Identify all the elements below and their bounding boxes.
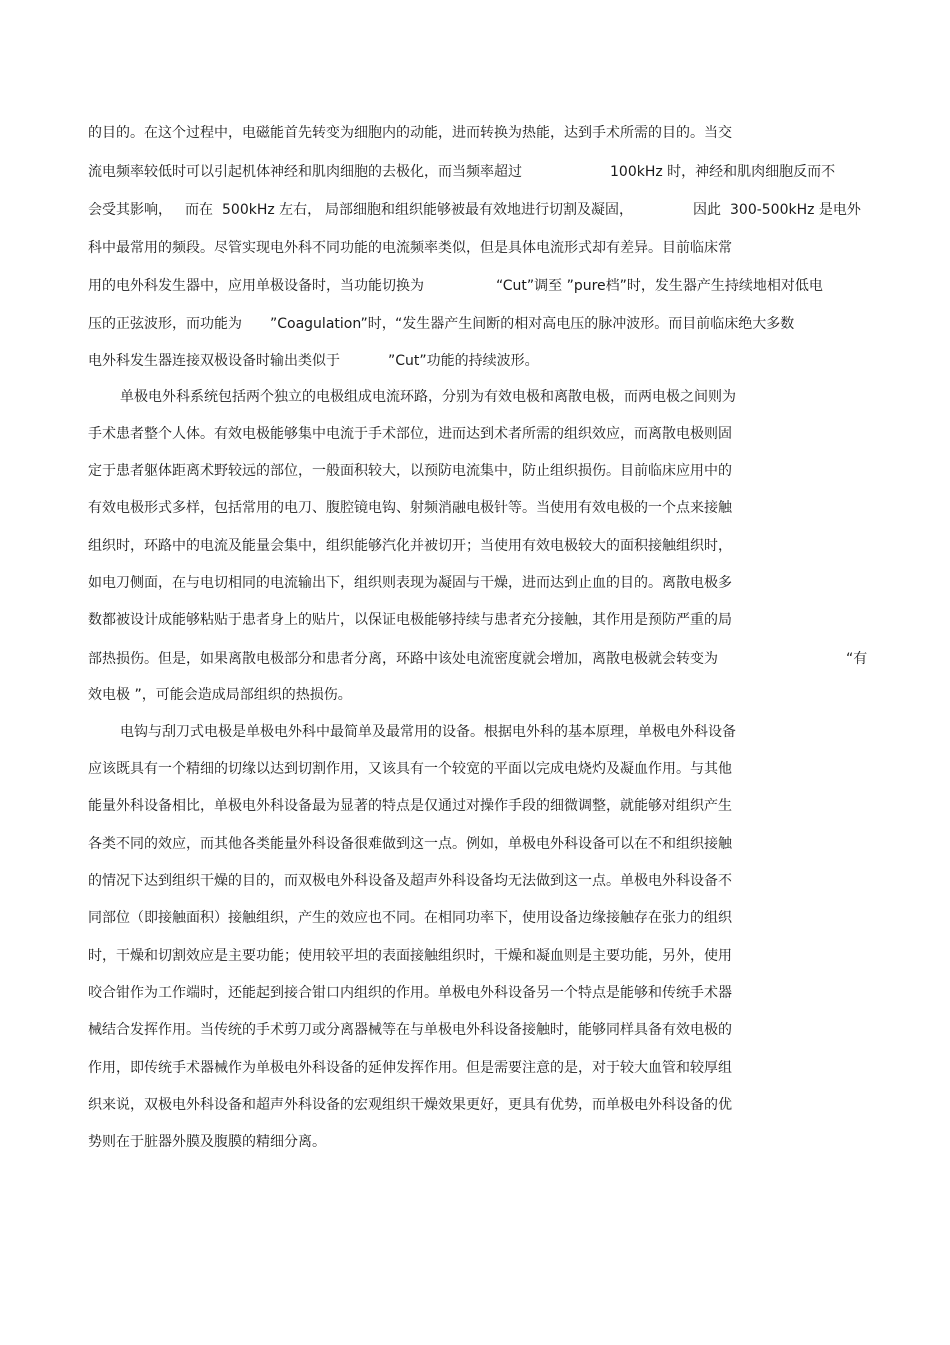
text-line bbox=[0, 534, 950, 558]
text-line bbox=[0, 757, 950, 781]
text-segment: “Cut”调至 ”pure档”时，发生器产生持续地相对低电 bbox=[496, 278, 823, 294]
text-line bbox=[0, 160, 950, 184]
text-segment: 织来说，双极电外科设备和超声外科设备的宏观组织干燥效果更好，更具有优势，而单极电外科设备的优 bbox=[88, 1097, 732, 1113]
text-line bbox=[0, 1018, 950, 1042]
text-segment: 咬合钳作为工作端时，还能起到接合钳口内组织的作用。单极电外科设备另一个特点是能够和传统手术器 bbox=[88, 985, 732, 1001]
text-line bbox=[0, 1093, 950, 1117]
text-segment: 作用，即传统手术器械作为单极电外科设备的延伸发挥作用。但是需要注意的是，对于较大血管和较厚组 bbox=[88, 1060, 732, 1076]
text-segment: 用的电外科发生器中，应用单极设备时，当功能切换为 bbox=[88, 278, 424, 294]
text-segment: 局部细胞和组织能够被最有效地进行切割及凝固， bbox=[325, 202, 633, 218]
text-segment: 会受其影响， bbox=[88, 202, 172, 218]
text-segment: 手术患者整个人体。有效电极能够集中电流于手术部位，进而达到术者所需的组织效应，而离散电极则固 bbox=[88, 426, 732, 442]
text-segment: 定于患者躯体距离术野较远的部位，一般面积较大，以预防电流集中，防止组织损伤。目前临床应用中的 bbox=[88, 463, 732, 479]
text-line bbox=[0, 794, 950, 818]
text-segment: 应该既具有一个精细的切缘以达到切割作用，又该具有一个较宽的平面以完成电烧灼及凝血作用。与其他 bbox=[88, 761, 732, 777]
text-segment: 电钩与刮刀式电极是单极电外科中最简单及最常用的设备。根据电外科的基本原理，单极电外科设备 bbox=[120, 724, 736, 740]
text-line bbox=[0, 198, 950, 222]
text-line bbox=[0, 496, 950, 520]
text-segment: 势则在于脏器外膜及腹膜的精细分离。 bbox=[88, 1134, 326, 1150]
text-segment: 的情况下达到组织干燥的目的，而双极电外科设备及超声外科设备均无法做到这一点。单极电外科设备不 bbox=[88, 873, 732, 889]
text-line bbox=[0, 832, 950, 856]
text-segment: 而在 bbox=[185, 202, 213, 218]
text-segment: 500kHz 左右， bbox=[222, 202, 322, 218]
text-segment: 科中最常用的频段。尽管实现电外科不同功能的电流频率类似，但是具体电流形式却有差异。目前临床常 bbox=[88, 240, 732, 256]
text-line bbox=[0, 1056, 950, 1080]
text-segment: 如电刀侧面，在与电切相同的电流输出下，组织则表现为凝固与干燥，进而达到止血的目的。离散电极多 bbox=[88, 575, 732, 591]
text-segment: 因此 bbox=[693, 202, 721, 218]
text-segment: 效电极 ”，可能会造成局部组织的热损伤。 bbox=[88, 687, 352, 703]
text-segment: 能量外科设备相比，单极电外科设备最为显著的特点是仅通过对操作手段的细微调整，就能够对组织产生 bbox=[88, 798, 732, 814]
text-line bbox=[0, 981, 950, 1005]
text-line bbox=[0, 121, 950, 145]
text-line bbox=[0, 906, 950, 930]
text-line bbox=[0, 422, 950, 446]
text-line bbox=[0, 459, 950, 483]
text-segment: “有 bbox=[846, 651, 868, 667]
text-line bbox=[0, 236, 950, 260]
text-segment: 部热损伤。但是，如果离散电极部分和患者分离，环路中该处电流密度就会增加，离散电极就会转变为 bbox=[88, 651, 718, 667]
text-segment: 电外科发生器连接双极设备时输出类似于 bbox=[88, 353, 340, 369]
text-line bbox=[0, 385, 950, 409]
text-line bbox=[0, 349, 950, 373]
text-segment: 单极电外科系统包括两个独立的电极组成电流环路，分别为有效电极和离散电极，而两电极之间则为 bbox=[120, 389, 736, 405]
text-segment: 各类不同的效应，而其他各类能量外科设备很难做到这一点。例如，单极电外科设备可以在不和组织接触 bbox=[88, 836, 732, 852]
text-line bbox=[0, 1130, 950, 1154]
text-segment: 同部位（即接触面积）接触组织，产生的效应也不同。在相同功率下，使用设备边缘接触存在张力的组织 bbox=[88, 910, 732, 926]
text-segment: 有效电极形式多样，包括常用的电刀、腹腔镜电钩、射频消融电极针等。当使用有效电极的一个点来接触 bbox=[88, 500, 732, 516]
text-segment: 械结合发挥作用。当传统的手术剪刀或分离器械等在与单极电外科设备接触时，能够同样具备有效电极的 bbox=[88, 1022, 732, 1038]
text-segment: 压的正弦波形，而功能为 bbox=[88, 316, 242, 332]
text-line bbox=[0, 274, 950, 298]
text-line bbox=[0, 869, 950, 893]
text-line bbox=[0, 647, 950, 671]
text-segment: 的目的。在这个过程中，电磁能首先转变为细胞内的动能，进而转换为热能，达到手术所需的目的。当交 bbox=[88, 125, 732, 141]
text-segment: 组织时，环路中的电流及能量会集中，组织能够汽化并被切开；当使用有效电极较大的面积接触组织时， bbox=[88, 538, 732, 554]
text-segment: 100kHz 时，神经和肌肉细胞反而不 bbox=[610, 164, 836, 180]
text-line bbox=[0, 312, 950, 336]
text-segment: 数都被设计成能够粘贴于患者身上的贴片，以保证电极能够持续与患者充分接触，其作用是预防严重的局 bbox=[88, 612, 732, 628]
text-segment: ”Cut”功能的持续波形。 bbox=[388, 353, 539, 369]
text-line bbox=[0, 608, 950, 632]
text-segment: “发生器产生间断的相对高电压的脉冲波形。而目前临床绝大多数 bbox=[395, 316, 795, 332]
text-line bbox=[0, 571, 950, 595]
text-segment: 流电频率较低时可以引起机体神经和肌肉细胞的去极化，而当频率超过 bbox=[88, 164, 522, 180]
text-line bbox=[0, 683, 950, 707]
text-segment: 300-500kHz 是电外 bbox=[730, 202, 861, 218]
text-segment: ”Coagulation”时， bbox=[270, 316, 396, 332]
text-line bbox=[0, 944, 950, 968]
text-segment: 时，干燥和切割效应是主要功能；使用较平坦的表面接触组织时，干燥和凝血则是主要功能，另外，使用 bbox=[88, 948, 732, 964]
text-line bbox=[0, 720, 950, 744]
